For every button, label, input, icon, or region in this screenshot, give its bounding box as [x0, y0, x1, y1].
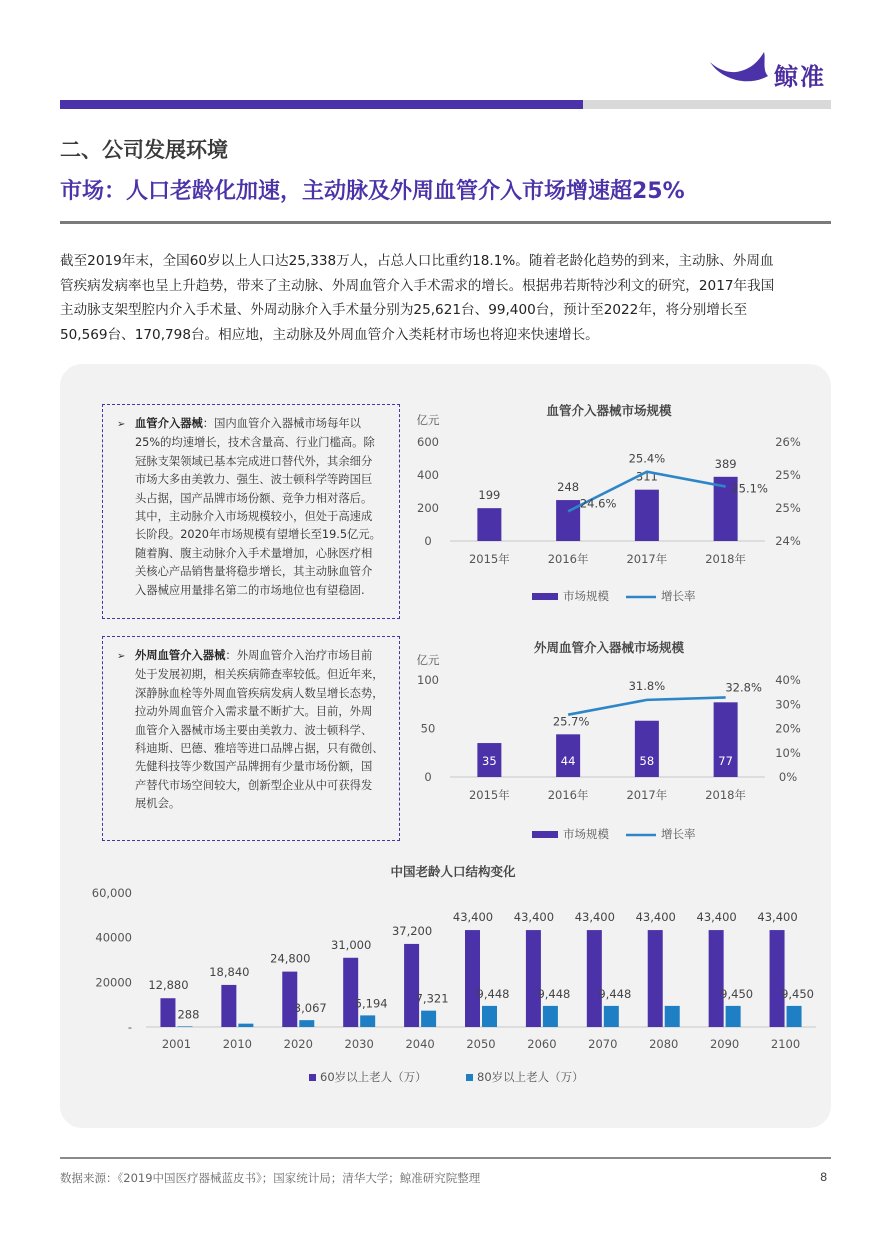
- box-first-line-text: ：国内血管介入器械市场每年以: [202, 417, 361, 430]
- legend-60plus-label: 60岁以上老人（万）: [320, 1070, 427, 1084]
- intro-line: 主动脉支架型腔内介入手术量、外周动脉介入手术量分别为25,621台、99,400台，预计至2022年，将分别增长至: [60, 302, 748, 318]
- y-tick-label: 50: [420, 721, 436, 736]
- growth-rate-label: 24.6%: [579, 496, 617, 511]
- bar-60plus-label: 43,400: [513, 910, 555, 925]
- growth-rate-label: 31.8%: [628, 678, 666, 693]
- y-tick-label: 0: [424, 770, 432, 784]
- x-tick-label: 2080: [649, 1037, 679, 1051]
- box-line: 血管介入器械市场主要由美敦力、波士顿科学、: [135, 723, 373, 737]
- bar: [635, 721, 659, 777]
- growth-rate-label: 25.1%: [731, 481, 768, 496]
- y-tick-label: 200: [417, 501, 439, 515]
- bar-80plus-label: 9,450: [781, 986, 815, 1001]
- bar-60plus-label: 31,000: [331, 937, 372, 952]
- bar: [635, 490, 659, 541]
- x-tick-label: 2015年: [468, 552, 510, 566]
- y-tick-label: 100: [417, 673, 439, 687]
- bar-80plus: [421, 1011, 436, 1027]
- y-unit-label: 亿元: [416, 653, 440, 667]
- arrow-bullet-icon: ➢: [117, 651, 126, 662]
- y2-tick-label: 10%: [775, 745, 801, 760]
- bar-60plus-label: 37,200: [391, 923, 433, 938]
- box-line: 拉动外周血管介入需求量不断扩大。目前，外周: [135, 705, 373, 719]
- x-tick-label: 2017年: [626, 552, 668, 566]
- bar-80plus-label: 9,448: [598, 986, 632, 1001]
- x-tick-label: 2017年: [626, 788, 668, 802]
- bar-60plus-label: 12,880: [148, 978, 189, 993]
- y2-tick-label: 26%: [775, 435, 801, 449]
- box-first-line-text: ：外周血管介入治疗市场目前: [225, 649, 373, 662]
- bar-80plus-label: 3,067: [293, 1001, 327, 1016]
- y2-tick-label: 24%: [775, 534, 801, 548]
- x-tick-label: 2016年: [547, 788, 589, 802]
- legend-line-label: 增长率: [661, 827, 696, 841]
- growth-rate-line: [568, 697, 726, 714]
- bar-60plus-label: 43,400: [696, 910, 737, 925]
- page-headline: 市场：人口老龄化加速，主动脉及外周血管介入市场增速超25%: [60, 179, 685, 204]
- y-tick-label: 600: [417, 435, 439, 449]
- box-line: 冠脉支架领域已基本完成进口替代外，其余细分: [135, 454, 373, 468]
- intro-line: 管疾病发病率也呈上升趋势，带来了主动脉、外周血管介入手术需求的增长。根据弗若斯特沙利文的研究，2017年我国: [60, 277, 775, 294]
- growth-rate-label: 32.8%: [725, 680, 762, 695]
- y-tick-label: 20000: [95, 975, 132, 990]
- bar-80plus: [604, 1006, 619, 1027]
- x-tick-label: 2060: [527, 1037, 557, 1051]
- x-tick-label: 2030: [344, 1037, 374, 1051]
- section-title: 二、公司发展环境: [60, 138, 228, 162]
- bar-value-label: 77: [718, 754, 733, 768]
- bar-value-label: 389: [714, 456, 737, 471]
- box-line: 随着胸、腹主动脉介入手术量增加，心脉医疗相: [135, 546, 373, 560]
- bar-60plus-label: 18,840: [209, 964, 250, 979]
- box-line: 处于发展初期，相关疾病筛查率较低。但近年来，: [135, 668, 384, 682]
- y-tick-label: 60,000: [91, 886, 132, 900]
- x-tick-label: 2001: [161, 1037, 192, 1051]
- bar-60plus: [526, 930, 541, 1027]
- y2-tick-label: 20%: [775, 721, 801, 736]
- bar-60plus: [709, 930, 724, 1027]
- bar-60plus: [465, 930, 480, 1027]
- box-line: 先健科技等少数国产品牌拥有少量市场份额，国: [135, 760, 373, 774]
- box-line: 其中，主动脉介入市场规模较小，但处于高速成: [135, 510, 373, 524]
- bar-60plus-label: 43,400: [452, 910, 494, 925]
- bar-60plus: [160, 998, 175, 1027]
- bar-value-label: 58: [639, 754, 655, 768]
- intro-line: 截至2019年末，全国60岁以上人口达25,338万人，占总人口比重约18.1%。随着老龄化趋势的到来，主动脉、外周血: [60, 253, 774, 269]
- box-line: 入器械应用量排名第二的市场地位也有望稳固.: [135, 583, 365, 597]
- bar-80plus-label: 9,450: [720, 986, 754, 1001]
- y-unit-label: 亿元: [416, 413, 440, 427]
- x-tick-label: 2018年: [705, 552, 747, 566]
- bar-value-label: 311: [635, 469, 658, 484]
- x-tick-label: 2090: [709, 1037, 740, 1051]
- bar-value-label: 35: [482, 754, 497, 768]
- y-tick-label: 0: [424, 534, 432, 548]
- bar-80plus-label: 7,321: [415, 991, 449, 1006]
- bar-value-label: 199: [478, 488, 501, 503]
- box-line: 头占据，国产品牌市场份额、竞争力相对落后。: [135, 491, 373, 505]
- y-tick-label: -: [127, 1020, 132, 1034]
- footer-divider: [60, 1157, 831, 1159]
- x-tick-label: 2015年: [468, 788, 510, 802]
- box-line: 25%的均速增长，技术含量高、行业门槛高。除: [135, 436, 375, 450]
- y2-tick-label: 25%: [775, 501, 801, 515]
- x-tick-label: 2040: [405, 1037, 435, 1051]
- intro-line: 50,569台、170,798台。相应地，主动脉及外周血管介入类耗材市场也将迎来快速增长。: [60, 326, 599, 343]
- y2-tick-label: 0%: [778, 770, 798, 784]
- growth-rate-label: 25.4%: [628, 451, 666, 466]
- x-tick-label: 2070: [588, 1037, 618, 1051]
- legend-bar-swatch: [532, 593, 558, 600]
- bar-80plus-label: 9,448: [476, 986, 510, 1001]
- box-line: 关核心产品销售量将稳步增长，其主动脉血管介: [135, 565, 373, 579]
- y2-tick-label: 30%: [775, 697, 801, 712]
- bar-60plus: [221, 985, 236, 1027]
- bar-60plus: [770, 930, 785, 1027]
- growth-rate-label: 25.7%: [552, 714, 590, 729]
- bar-60plus-label: 24,800: [270, 951, 311, 966]
- bar-80plus-label: 9,448: [537, 986, 571, 1001]
- x-tick-label: 2050: [466, 1037, 496, 1051]
- bar-60plus-label: 43,400: [757, 910, 798, 925]
- bar-60plus: [648, 930, 663, 1027]
- y-tick-label: 40000: [95, 930, 132, 945]
- bar-80plus: [482, 1006, 497, 1027]
- x-tick-label: 2018年: [705, 788, 747, 802]
- box-lead: 外周血管介入器械: [135, 649, 226, 662]
- bar-value-label: 44: [560, 754, 576, 768]
- x-tick-label: 2100: [770, 1037, 801, 1051]
- brand-name: 鲸准: [774, 63, 826, 91]
- box-line: 市场大多由美敦力、强生、波士顿科学等跨国巨: [135, 473, 373, 487]
- bar-80plus: [177, 1026, 192, 1027]
- y-tick-label: 400: [417, 468, 439, 482]
- x-tick-label: 2020: [283, 1037, 313, 1051]
- legend-bar-label: 市场规模: [563, 589, 609, 603]
- bar-60plus-label: 43,400: [574, 910, 615, 925]
- legend-bar-swatch: [532, 831, 558, 838]
- bar-80plus: [299, 1020, 314, 1027]
- x-tick-label: 2016年: [547, 552, 589, 566]
- chart-title: 外周血管介入器械市场规模: [533, 640, 685, 655]
- box-line: 深静脉血栓等外周血管疾病发病人数呈增长态势，: [135, 686, 384, 700]
- footer-source: 数据来源：《2019中国医疗器械蓝皮书》；国家统计局；清华大学；鲸准研究院整理: [60, 1171, 481, 1185]
- bar-60plus: [587, 930, 602, 1027]
- box-lead: 血管介入器械: [135, 417, 203, 430]
- bar-60plus: [404, 944, 419, 1027]
- box-line: 产替代市场空间较大，创新型企业从中可获得发: [135, 778, 373, 792]
- bar-80plus-label: 5,194: [354, 996, 388, 1011]
- box-line: 科迪斯、巴德、雅培等进口品牌占据，只有微创、: [135, 742, 384, 756]
- x-tick-label: 2010: [222, 1037, 253, 1051]
- y2-tick-label: 25%: [775, 468, 801, 482]
- chart-title: 血管介入器械市场规模: [546, 403, 672, 418]
- arrow-bullet-icon: ➢: [117, 419, 126, 430]
- bar-80plus: [543, 1006, 558, 1027]
- chart-title: 中国老龄人口结构变化: [390, 864, 516, 879]
- legend-line-label: 增长率: [661, 589, 696, 603]
- bar-80plus: [665, 1006, 680, 1027]
- bar-80plus: [787, 1006, 802, 1027]
- bar-80plus: [360, 1015, 375, 1027]
- legend-60plus-swatch: [309, 1074, 316, 1081]
- bar-80plus-label: 288: [177, 1007, 200, 1022]
- box-line: 长阶段。2020年市场规模有望增长至19.5亿元。: [135, 528, 381, 542]
- page-number: 8: [820, 1170, 828, 1184]
- bar-60plus: [282, 972, 297, 1027]
- bar-60plus-label: 43,400: [635, 910, 676, 925]
- box-line: 展机会。: [135, 797, 181, 811]
- bar: [477, 508, 501, 541]
- bar-80plus: [726, 1006, 741, 1027]
- bar-60plus: [343, 958, 358, 1027]
- legend-80plus-swatch: [466, 1074, 473, 1081]
- legend-bar-label: 市场规模: [563, 827, 609, 841]
- bar-80plus: [238, 1024, 253, 1027]
- bar-value-label: 248: [557, 480, 580, 495]
- y2-tick-label: 40%: [775, 673, 801, 687]
- legend-80plus-label: 80岁以上老人（万）: [477, 1070, 584, 1084]
